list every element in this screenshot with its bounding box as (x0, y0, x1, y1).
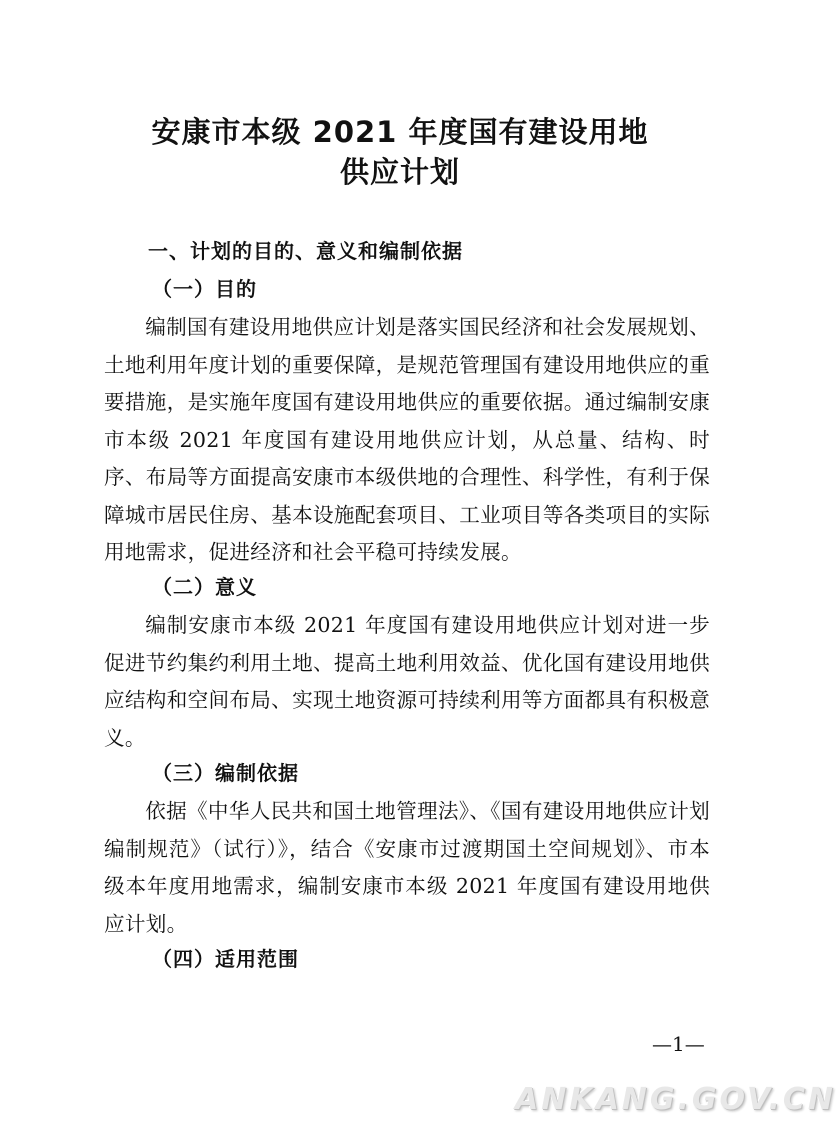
subsection-heading-significance: （二）意义 (152, 575, 257, 599)
section-heading-1: 一、计划的目的、意义和编制依据 (148, 239, 463, 263)
paragraph-significance: 编制安康市本级 2021 年度国有建设用地供应计划对进一步促进节约集约利用土地、提高土地利用效益、优化国有建设用地供应结构和空间布局、实现土地资源可持续利用等方面都具有积极意义。 (104, 613, 710, 750)
paragraph-purpose: 编制国有建设用地供应计划是落实国民经济和社会发展规划、土地利用年度计划的重要保障，是规范管理国有建设用地供应的重要措施，是实施年度国有建设用地供应的重要依据。通过编制安康市本级 2021 年度国有建设用地供应计划，从总量、结构、时序、布局等方面提高安康市本级供地的合理性、科学性，有利于保障城市居民住房、基本设施配套项目、工业项目等各类项目的实际用地需求，促进经济和社会平稳可持续发展。 (104, 315, 710, 564)
subsection-heading-basis: （三）编制依据 (152, 761, 299, 785)
document-title-line1: 安康市本级 2021 年度国有建设用地 (151, 115, 649, 149)
page-number: —1— (652, 1032, 705, 1056)
subsection-heading-purpose: （一）目的 (152, 277, 257, 301)
site-watermark: ANKANG.GOV.CN (515, 1082, 836, 1117)
document-title-line2: 供应计划 (339, 155, 460, 189)
subsection-heading-scope: （四）适用范围 (152, 947, 299, 971)
paragraph-basis: 依据《中华人民共和国土地管理法》、《国有建设用地供应计划编制规范》（试行）》，结合《安康市过渡期国土空间规划》、市本级本年度用地需求，编制安康市本级 2021 年度国有建设用地供应计划。 (104, 799, 710, 936)
